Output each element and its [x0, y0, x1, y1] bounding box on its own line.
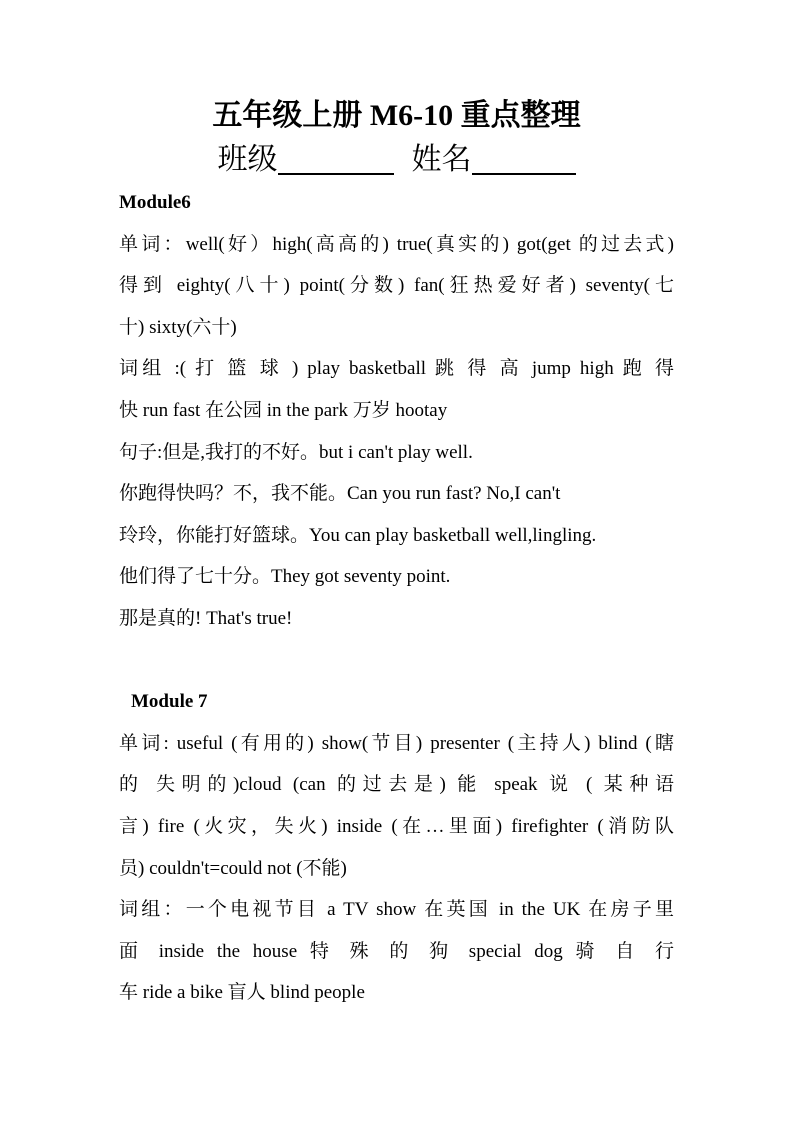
module6-sentence: 你跑得快吗？不，我不能。Can you run fast? No,I can't: [119, 483, 561, 505]
module7-phrases-line: 车 ride a bike 盲人 blind people: [119, 982, 365, 1004]
module6-words-line: 得到 eighty(八十) point(分数) fan(狂热爱好者) seventy(七: [119, 275, 674, 297]
module6-phrases-line: 词组 :( 打 篮 球 ) play basketball 跳 得 高 jump high 跑 得: [119, 358, 674, 380]
module6-heading: Module6: [119, 192, 191, 213]
module6-phrases-line: 快 run fast 在公园 in the park 万岁 hootay: [119, 399, 448, 421]
page-title: 五年级上册 M6-10 重点整理: [212, 99, 581, 132]
module7-heading: Module 7: [131, 691, 208, 713]
module6-sentence: 那是真的! That's true!: [119, 607, 293, 629]
module6-sentence: 他们得了七十分。They got seventy point.: [119, 566, 451, 588]
module7-words-line: 的 失明的)cloud (can 的过去是) 能 speak 说 ( 某种语: [119, 774, 674, 796]
module7-phrases-line: 面 inside the house 特 殊 的 狗 special dog 骑 自 行: [119, 940, 674, 962]
module7-words-line: 员) couldn't=could not (不能): [119, 857, 347, 879]
module6-words-line: 单词：well(好）high(高高的) true(真实的) got(get 的过去式): [119, 233, 674, 255]
name-class-line: [0, 140, 793, 180]
content-body: [119, 182, 674, 1014]
module7-phrases-line: 词组：一个电视节目 a TV show 在英国 in the UK 在房子里: [119, 899, 674, 921]
section-spacer: [119, 640, 674, 682]
module7-words-line: 单词: useful (有用的) show(节目) presenter (主持人) blind (瞎: [119, 732, 674, 754]
class-label: 班级: [217, 143, 278, 176]
class-blank[interactable]: [278, 145, 394, 175]
module6-sentence: 句子:但是,我打的不好。but i can't play well.: [119, 441, 473, 463]
module6-sentence: 玲玲，你能打好篮球。You can play basketball well,lingling.: [119, 524, 597, 546]
module7-words-line: 言) fire (火灾，失火) inside (在…里面) firefighter (消防队: [119, 815, 674, 837]
module6-words-line: 十) sixty(六十): [119, 316, 237, 338]
name-blank[interactable]: [472, 145, 576, 175]
name-label: 姓名: [411, 143, 472, 176]
